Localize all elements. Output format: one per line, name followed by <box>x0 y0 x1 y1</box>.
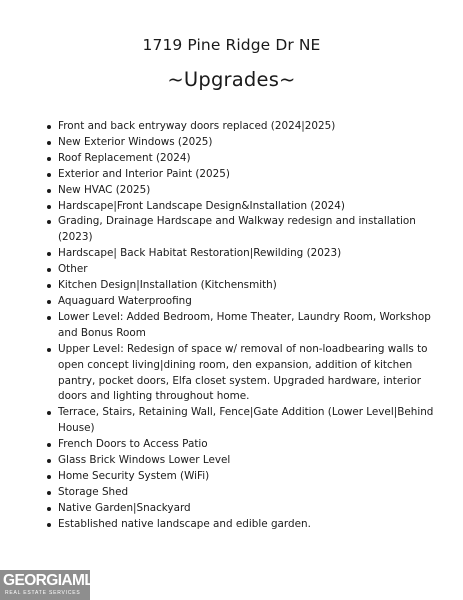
georgiamls-watermark-logo <box>0 570 103 600</box>
list-item: Home Security System (WiFi) <box>58 469 446 485</box>
list-item: Hardscape| Back Habitat Restoration|Rewilding (2023) <box>58 246 446 262</box>
list-item: Other <box>58 262 446 278</box>
list-item: Kitchen Design|Installation (Kitchensmith) <box>58 278 446 294</box>
list-item: Established native landscape and edible garden. <box>58 517 446 533</box>
list-item: Native Garden|Snackyard <box>58 501 446 517</box>
watermark-sub-text: REAL ESTATE SERVICES <box>5 590 81 596</box>
list-item: Roof Replacement (2024) <box>58 151 446 167</box>
list-item: New HVAC (2025) <box>58 183 446 199</box>
list-item: Upper Level: Redesign of space w/ removal of non-loadbearing walls to open concept living|dining room, den expansion, addition of kitchen pantry, pocket doors, Elfa closet system. Upgraded hardware, interior doors and lighting throughout home. <box>58 342 446 406</box>
list-item: Front and back entryway doors replaced (2024|2025) <box>58 119 446 135</box>
page-title: ~Upgrades~ <box>167 68 296 91</box>
property-address: 1719 Pine Ridge Dr NE <box>142 36 321 54</box>
upgrades-list <box>58 119 446 533</box>
list-item: Hardscape|Front Landscape Design&Installation (2024) <box>58 199 446 215</box>
list-item: Aquaguard Waterproofing <box>58 294 446 310</box>
list-item: New Exterior Windows (2025) <box>58 135 446 151</box>
watermark-main-text: GEORGIAMLS <box>3 572 103 589</box>
list-item: Grading, Drainage Hardscape and Walkway redesign and installation (2023) <box>58 214 446 246</box>
list-item: Terrace, Stairs, Retaining Wall, Fence|Gate Addition (Lower Level|Behind House) <box>58 405 446 437</box>
list-item: Lower Level: Added Bedroom, Home Theater, Laundry Room, Workshop and Bonus Room <box>58 310 446 342</box>
list-item: Glass Brick Windows Lower Level <box>58 453 446 469</box>
list-item: French Doors to Access Patio <box>58 437 446 453</box>
list-item: Exterior and Interior Paint (2025) <box>58 167 446 183</box>
list-item: Storage Shed <box>58 485 446 501</box>
